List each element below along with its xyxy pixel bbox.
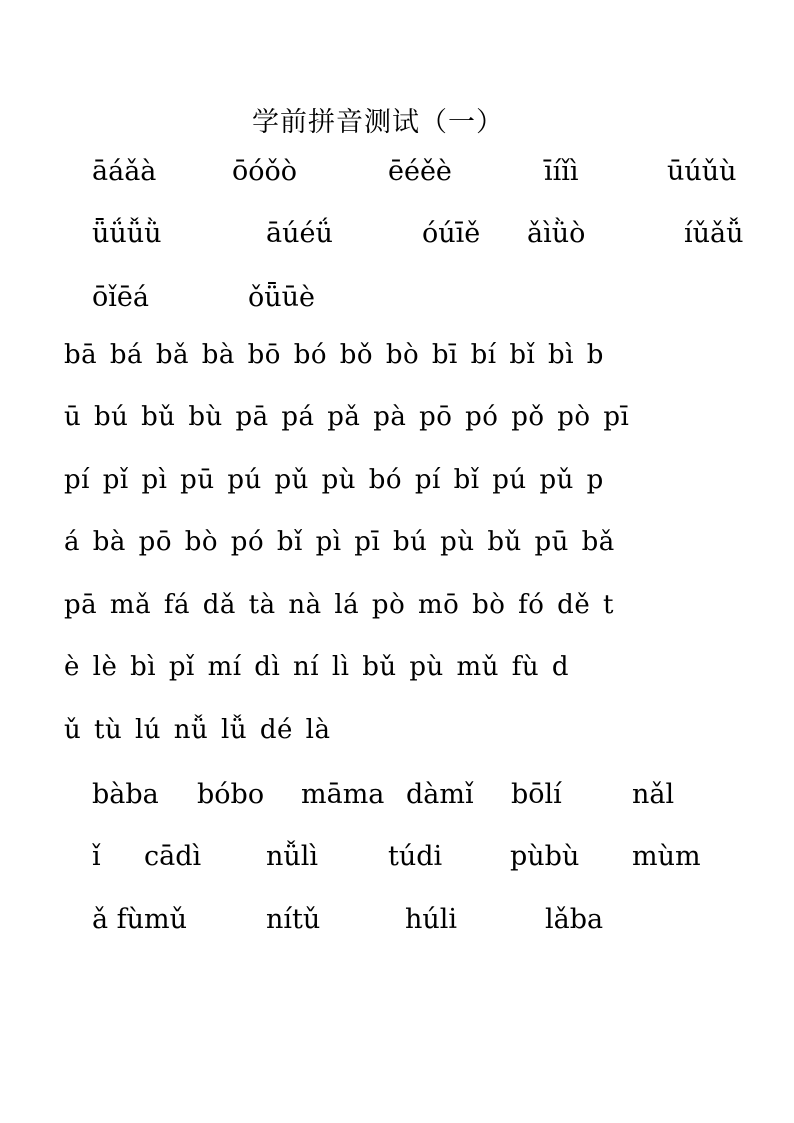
vowel-group: íǔǎǚ xyxy=(684,218,744,249)
word-item: bōlí xyxy=(511,779,562,810)
vowel-group: ǒǖūè xyxy=(248,282,316,313)
word-item: cādì xyxy=(144,841,202,872)
syllable-line: pā mǎ fá dǎ tà nà lá pò mō bò fó dě t xyxy=(64,590,614,620)
syllable-line: è lè bì pǐ mí dì ní lì bǔ pù mǔ fù d xyxy=(64,652,569,682)
word-item: nǚlì xyxy=(266,841,319,872)
word-item: túdi xyxy=(388,841,443,872)
word-item: húli xyxy=(405,904,458,935)
vowel-group: ēéěè xyxy=(388,156,452,187)
vowel-group: ōǐēá xyxy=(92,282,149,313)
syllable-line: ū bú bǔ bù pā pá pǎ pà pō pó pǒ pò pī xyxy=(64,402,630,432)
word-item: bóbo xyxy=(197,779,265,810)
page-title: 学前拼音测试（一） xyxy=(252,107,504,138)
syllable-line: bā bá bǎ bà bō bó bǒ bò bī bí bǐ bì b xyxy=(64,340,604,370)
vowel-group: ōóǒò xyxy=(232,156,298,187)
word-item: ǐ xyxy=(92,841,101,872)
word-item: dàmǐ xyxy=(406,779,474,810)
word-item: pùbù xyxy=(510,841,580,872)
vowel-group: ǖǘǚǜ xyxy=(92,218,162,249)
word-item: māma xyxy=(301,779,385,810)
word-item: lǎba xyxy=(545,904,604,935)
vowel-group: ǎìǜò xyxy=(527,218,586,249)
syllable-line: pí pǐ pì pū pú pǔ pù bó pí bǐ pú pǔ p xyxy=(64,465,604,495)
syllable-line: ǔ tù lú nǚ lǚ dé là xyxy=(64,715,331,745)
vowel-group: āúéǘ xyxy=(266,218,333,249)
word-item: mùm xyxy=(632,841,701,872)
word-item: ǎ fùmǔ xyxy=(92,904,188,935)
word-item: nǎl xyxy=(632,779,675,810)
vowel-group: óúīě xyxy=(422,218,481,249)
syllable-line: á bà pō bò pó bǐ pì pī bú pù bǔ pū bǎ xyxy=(64,527,615,557)
vowel-group: āáǎà xyxy=(92,156,157,187)
vowel-group: īíǐì xyxy=(544,156,579,187)
vowel-group: ūúǔù xyxy=(667,156,737,187)
word-item: bàba xyxy=(92,779,159,810)
word-item: nítǔ xyxy=(266,904,321,935)
